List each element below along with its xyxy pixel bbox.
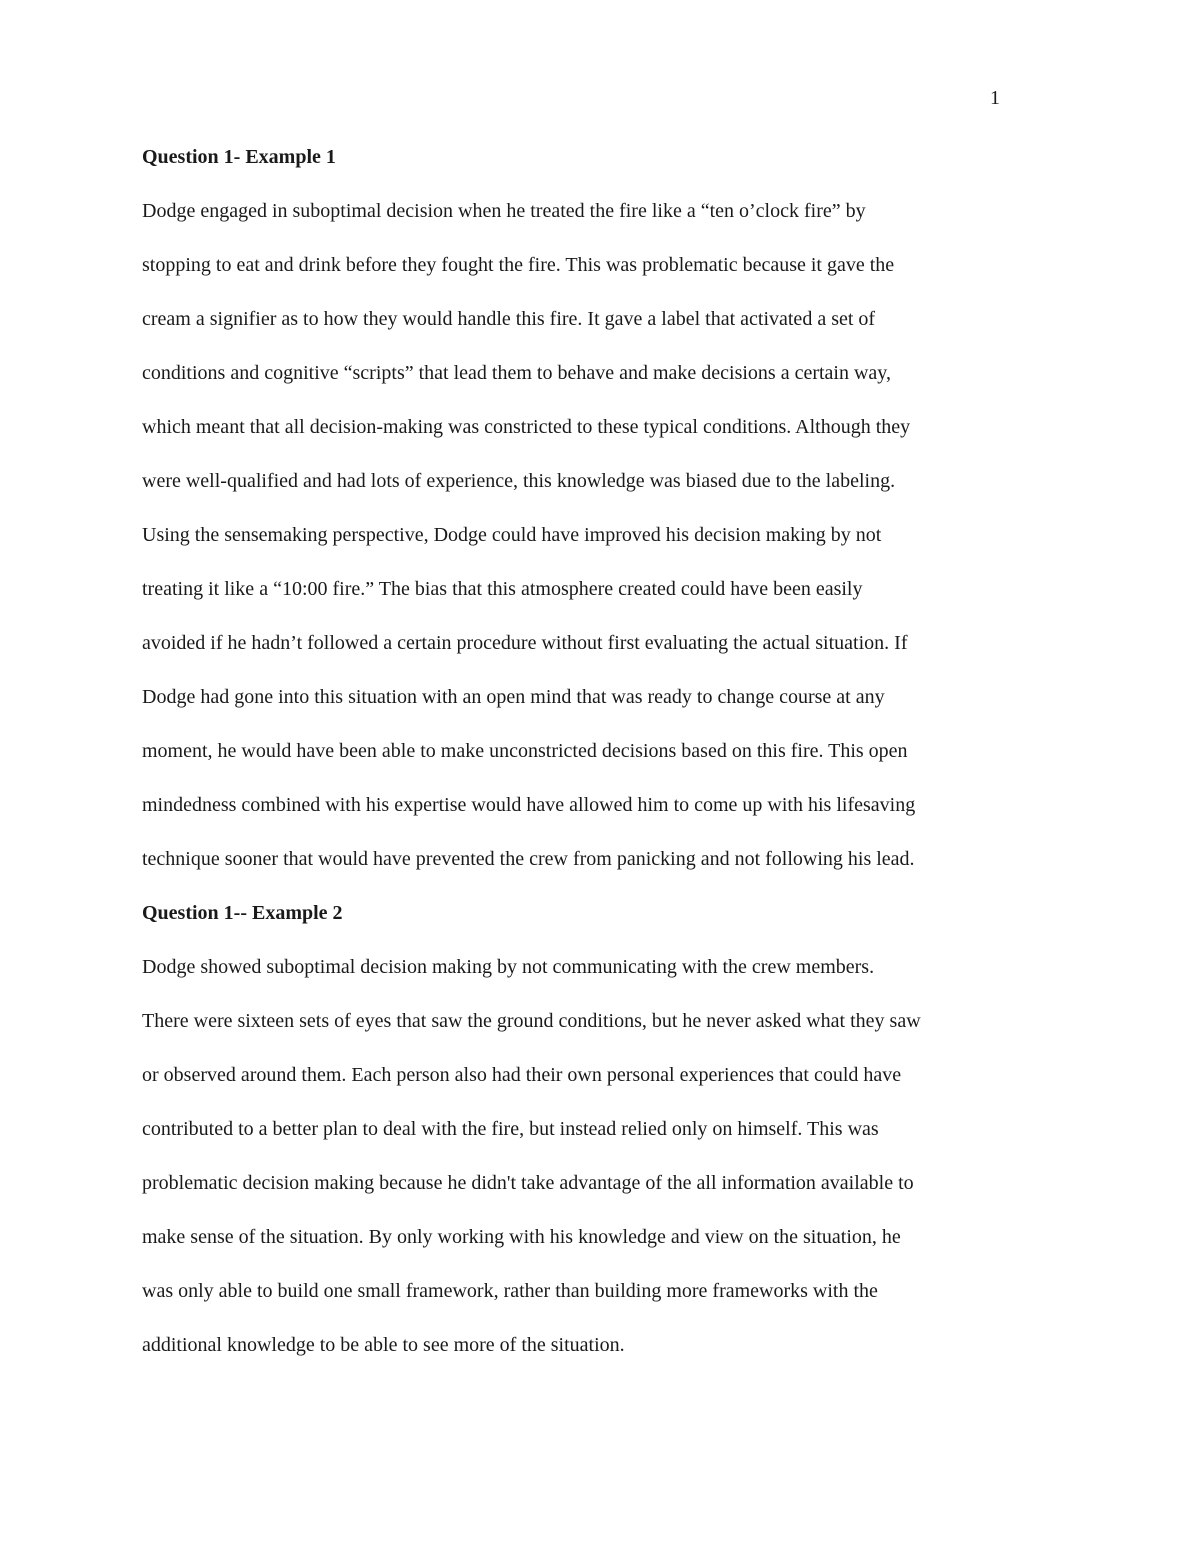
page-number: 1 [990, 87, 1000, 109]
paragraph-line: additional knowledge to be able to see more of the situation. [142, 1334, 625, 1356]
paragraph-line: treating it like a “10:00 fire.” The bias that this atmosphere created could have been easily [142, 578, 863, 600]
paragraph-line: contributed to a better plan to deal with the fire, but instead relied only on himself. This was [142, 1118, 879, 1140]
paragraph-line: which meant that all decision-making was constricted to these typical conditions. Although they [142, 416, 911, 438]
paragraph-line: There were sixteen sets of eyes that saw the ground conditions, but he never asked what they saw [142, 1010, 921, 1032]
section-example-2 [142, 886, 1062, 1372]
paragraph-line: or observed around them. Each person also had their own personal experiences that could have [142, 1064, 902, 1086]
paragraph-line: make sense of the situation. By only working with his knowledge and view on the situation, he [142, 1226, 901, 1248]
section-heading: Question 1- Example 1 [142, 146, 336, 168]
paragraph-line: were well-qualified and had lots of experience, this knowledge was biased due to the labeling. [142, 470, 896, 492]
paragraph-line: mindedness combined with his expertise would have allowed him to come up with his lifesaving [142, 794, 916, 816]
paragraph-line: avoided if he hadn’t followed a certain procedure without first evaluating the actual situation. If [142, 632, 908, 654]
paragraph-line: technique sooner that would have prevented the crew from panicking and not following his lead. [142, 848, 915, 870]
paragraph-line: Dodge engaged in suboptimal decision when he treated the fire like a “ten o’clock fire” by [142, 200, 866, 222]
section-heading: Question 1-- Example 2 [142, 902, 343, 924]
paragraph-line: cream a signifier as to how they would handle this fire. It gave a label that activated a set of [142, 308, 876, 330]
paragraph-line: Dodge showed suboptimal decision making by not communicating with the crew members. [142, 956, 875, 978]
paragraph-line: Using the sensemaking perspective, Dodge could have improved his decision making by not [142, 524, 882, 546]
paragraph-line: problematic decision making because he didn't take advantage of the all information available to [142, 1172, 914, 1194]
section-example-1 [142, 130, 1062, 886]
document-body [142, 130, 1062, 1372]
paragraph-line: conditions and cognitive “scripts” that lead them to behave and make decisions a certain way, [142, 362, 892, 384]
paragraph-line: stopping to eat and drink before they fought the fire. This was problematic because it gave the [142, 254, 895, 276]
paragraph-line: moment, he would have been able to make unconstricted decisions based on this fire. This open [142, 740, 908, 762]
paragraph-line: Dodge had gone into this situation with an open mind that was ready to change course at any [142, 686, 885, 708]
paragraph-line: was only able to build one small framework, rather than building more frameworks with the [142, 1280, 878, 1302]
